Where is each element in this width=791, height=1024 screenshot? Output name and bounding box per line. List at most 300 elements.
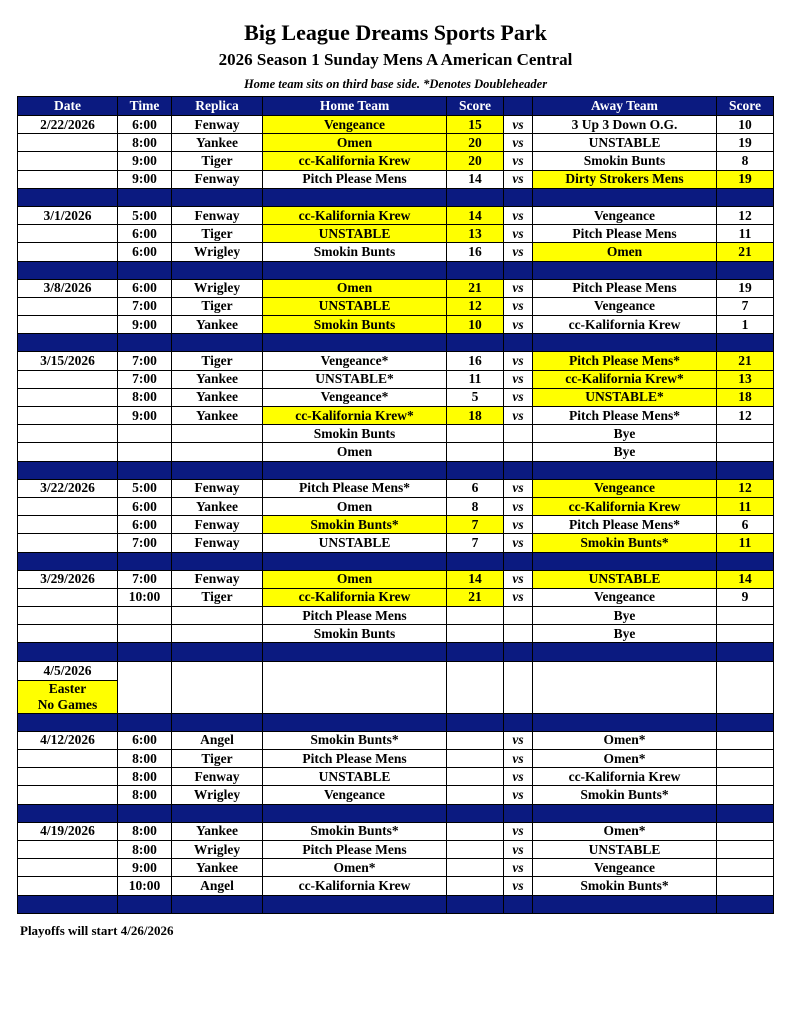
separator-cell: [18, 804, 118, 822]
away-score-cell: [717, 877, 774, 895]
vs-cell: vs: [504, 152, 533, 170]
home-team-cell: Smokin Bunts: [263, 316, 447, 334]
time-cell: 7:00: [118, 570, 172, 588]
away-score-cell: 18: [717, 388, 774, 406]
time-cell: 8:00: [118, 388, 172, 406]
separator-cell: [263, 461, 447, 479]
header-vs: [504, 97, 533, 116]
replica-cell: Yankee: [172, 822, 263, 840]
away-team-cell: Dirty Strokers Mens: [533, 170, 717, 188]
home-team-cell: Pitch Please Mens*: [263, 479, 447, 497]
time-cell: [118, 425, 172, 443]
vs-cell: vs: [504, 570, 533, 588]
vs-cell: vs: [504, 822, 533, 840]
home-team-cell: Pitch Please Mens: [263, 170, 447, 188]
separator-cell: [118, 188, 172, 206]
separator-cell: [717, 713, 774, 731]
replica-cell: Fenway: [172, 534, 263, 552]
time-cell: 9:00: [118, 859, 172, 877]
time-cell: 9:00: [118, 152, 172, 170]
vs-cell: vs: [504, 279, 533, 297]
date-cell: 3/8/2026: [18, 279, 118, 297]
separator-cell: [504, 895, 533, 913]
header-home-team: Home Team: [263, 97, 447, 116]
replica-cell: Wrigley: [172, 786, 263, 804]
home-team-cell: cc-Kalifornia Krew: [263, 206, 447, 224]
game-row: [18, 388, 774, 406]
separator-cell: [172, 188, 263, 206]
replica-cell: Tiger: [172, 352, 263, 370]
away-team-cell: Vengeance: [533, 297, 717, 315]
separator-cell: [447, 552, 504, 570]
time-cell: 8:00: [118, 786, 172, 804]
away-team-cell: UNSTABLE*: [533, 388, 717, 406]
away-score-cell: 19: [717, 134, 774, 152]
time-cell: 9:00: [118, 316, 172, 334]
away-team-cell: Pitch Please Mens*: [533, 352, 717, 370]
away-team-cell: Vengeance: [533, 859, 717, 877]
separator-cell: [172, 804, 263, 822]
game-row: [18, 859, 774, 877]
separator-cell: [533, 334, 717, 352]
away-team-cell: Bye: [533, 607, 717, 625]
home-team-cell: UNSTABLE: [263, 768, 447, 786]
time-cell: 10:00: [118, 588, 172, 606]
separator-cell: [504, 188, 533, 206]
separator-cell: [18, 261, 118, 279]
home-team-cell: UNSTABLE: [263, 534, 447, 552]
no-games-row: [18, 661, 774, 680]
game-row: [18, 822, 774, 840]
separator-cell: [504, 643, 533, 661]
home-score-cell: [447, 822, 504, 840]
date-cell: [18, 425, 118, 443]
game-row: [18, 516, 774, 534]
separator-cell: [533, 461, 717, 479]
vs-cell: vs: [504, 731, 533, 749]
date-cell: 4/5/2026: [18, 661, 118, 680]
vs-cell: vs: [504, 840, 533, 858]
empty-cell: [504, 661, 533, 713]
time-cell: 6:00: [118, 116, 172, 134]
time-cell: 9:00: [118, 170, 172, 188]
time-cell: 7:00: [118, 297, 172, 315]
home-score-cell: [447, 607, 504, 625]
home-score-cell: 6: [447, 479, 504, 497]
home-team-cell: UNSTABLE: [263, 225, 447, 243]
away-team-cell: Smokin Bunts*: [533, 877, 717, 895]
game-row: [18, 607, 774, 625]
separator-cell: [447, 261, 504, 279]
replica-cell: Yankee: [172, 407, 263, 425]
replica-cell: Wrigley: [172, 243, 263, 261]
date-cell: 3/29/2026: [18, 570, 118, 588]
home-score-cell: [447, 443, 504, 461]
vs-cell: vs: [504, 479, 533, 497]
time-cell: 5:00: [118, 206, 172, 224]
away-team-cell: UNSTABLE: [533, 134, 717, 152]
separator-cell: [717, 804, 774, 822]
home-team-cell: Smokin Bunts*: [263, 822, 447, 840]
separator-cell: [263, 713, 447, 731]
date-cell: 4/19/2026: [18, 822, 118, 840]
separator-cell: [118, 804, 172, 822]
separator-cell: [172, 461, 263, 479]
header-row: [18, 97, 774, 116]
home-team-cell: UNSTABLE: [263, 297, 447, 315]
away-score-cell: [717, 731, 774, 749]
no-games-note: [18, 680, 118, 713]
empty-cell: [447, 661, 504, 713]
away-team-cell: Vengeance: [533, 206, 717, 224]
home-score-cell: [447, 425, 504, 443]
vs-cell: [504, 425, 533, 443]
vs-cell: vs: [504, 116, 533, 134]
replica-cell: Tiger: [172, 225, 263, 243]
away-score-cell: 19: [717, 170, 774, 188]
schedule-table: [17, 96, 774, 914]
vs-cell: vs: [504, 388, 533, 406]
separator-cell: [533, 261, 717, 279]
replica-cell: [172, 625, 263, 643]
date-cell: [18, 750, 118, 768]
page-subtitle: 2026 Season 1 Sunday Mens A American Central: [218, 50, 573, 69]
away-score-cell: 7: [717, 297, 774, 315]
separator-cell: [263, 895, 447, 913]
playoffs-note: Playoffs will start 4/26/2026: [20, 923, 174, 938]
separator-cell: [18, 188, 118, 206]
separator-cell: [263, 552, 447, 570]
time-cell: 6:00: [118, 516, 172, 534]
vs-cell: vs: [504, 750, 533, 768]
away-score-cell: 12: [717, 479, 774, 497]
away-team-cell: Smokin Bunts*: [533, 786, 717, 804]
separator-cell: [504, 713, 533, 731]
vs-cell: vs: [504, 225, 533, 243]
away-score-cell: 14: [717, 570, 774, 588]
home-team-cell: cc-Kalifornia Krew: [263, 152, 447, 170]
vs-cell: [504, 443, 533, 461]
header-home-score: Score: [447, 97, 504, 116]
separator-cell: [172, 261, 263, 279]
week-separator: [18, 334, 774, 352]
home-score-cell: 21: [447, 588, 504, 606]
home-score-cell: 18: [447, 407, 504, 425]
week-separator: [18, 713, 774, 731]
time-cell: 6:00: [118, 497, 172, 515]
home-score-cell: [447, 768, 504, 786]
home-score-cell: [447, 877, 504, 895]
separator-cell: [533, 552, 717, 570]
date-cell: [18, 243, 118, 261]
separator-cell: [172, 643, 263, 661]
away-team-cell: Pitch Please Mens: [533, 225, 717, 243]
date-cell: [18, 316, 118, 334]
time-cell: 8:00: [118, 134, 172, 152]
home-team-cell: Omen: [263, 443, 447, 461]
time-cell: 7:00: [118, 534, 172, 552]
home-team-cell: Omen: [263, 497, 447, 515]
home-score-cell: 14: [447, 570, 504, 588]
replica-cell: Yankee: [172, 388, 263, 406]
separator-cell: [504, 261, 533, 279]
date-cell: [18, 840, 118, 858]
time-cell: 5:00: [118, 479, 172, 497]
away-score-cell: 12: [717, 407, 774, 425]
separator-cell: [18, 643, 118, 661]
away-score-cell: [717, 768, 774, 786]
game-row: [18, 443, 774, 461]
away-team-cell: Omen*: [533, 750, 717, 768]
home-score-cell: 14: [447, 170, 504, 188]
schedule-body: [18, 116, 774, 914]
header-replica: Replica: [172, 97, 263, 116]
vs-cell: [504, 625, 533, 643]
separator-cell: [717, 334, 774, 352]
header-date: Date: [18, 97, 118, 116]
home-team-cell: Vengeance: [263, 116, 447, 134]
away-score-cell: 12: [717, 206, 774, 224]
time-cell: [118, 625, 172, 643]
time-cell: 10:00: [118, 877, 172, 895]
home-score-cell: 13: [447, 225, 504, 243]
week-separator: [18, 643, 774, 661]
vs-cell: vs: [504, 352, 533, 370]
date-cell: 3/22/2026: [18, 479, 118, 497]
time-cell: [118, 607, 172, 625]
home-team-cell: UNSTABLE*: [263, 370, 447, 388]
separator-cell: [118, 713, 172, 731]
home-score-cell: 21: [447, 279, 504, 297]
game-row: [18, 407, 774, 425]
home-score-cell: 7: [447, 516, 504, 534]
game-row: [18, 370, 774, 388]
away-team-cell: Pitch Please Mens: [533, 279, 717, 297]
vs-cell: vs: [504, 534, 533, 552]
separator-cell: [533, 188, 717, 206]
home-score-cell: [447, 859, 504, 877]
vs-cell: vs: [504, 786, 533, 804]
home-team-cell: Omen: [263, 134, 447, 152]
home-score-cell: [447, 840, 504, 858]
home-score-cell: 8: [447, 497, 504, 515]
date-cell: 3/1/2026: [18, 206, 118, 224]
game-row: [18, 297, 774, 315]
replica-cell: Yankee: [172, 370, 263, 388]
away-team-cell: cc-Kalifornia Krew*: [533, 370, 717, 388]
game-row: [18, 134, 774, 152]
game-row: [18, 170, 774, 188]
separator-cell: [504, 461, 533, 479]
replica-cell: Fenway: [172, 170, 263, 188]
game-row: [18, 316, 774, 334]
home-team-cell: cc-Kalifornia Krew: [263, 588, 447, 606]
separator-cell: [533, 643, 717, 661]
date-cell: 3/15/2026: [18, 352, 118, 370]
home-team-cell: Smokin Bunts*: [263, 731, 447, 749]
date-cell: [18, 534, 118, 552]
away-team-cell: Pitch Please Mens*: [533, 516, 717, 534]
away-team-cell: Bye: [533, 443, 717, 461]
away-score-cell: 19: [717, 279, 774, 297]
separator-cell: [118, 552, 172, 570]
away-score-cell: [717, 607, 774, 625]
home-score-cell: 5: [447, 388, 504, 406]
home-score-cell: 12: [447, 297, 504, 315]
date-cell: [18, 625, 118, 643]
game-row: [18, 206, 774, 224]
home-score-cell: 11: [447, 370, 504, 388]
replica-cell: Fenway: [172, 206, 263, 224]
empty-cell: [533, 661, 717, 713]
replica-cell: Wrigley: [172, 840, 263, 858]
separator-cell: [18, 713, 118, 731]
away-team-cell: cc-Kalifornia Krew: [533, 316, 717, 334]
away-team-cell: cc-Kalifornia Krew: [533, 497, 717, 515]
home-team-cell: Smokin Bunts: [263, 425, 447, 443]
away-score-cell: [717, 443, 774, 461]
replica-cell: Wrigley: [172, 279, 263, 297]
game-row: [18, 731, 774, 749]
separator-cell: [172, 713, 263, 731]
time-cell: 6:00: [118, 731, 172, 749]
separator-cell: [717, 461, 774, 479]
date-cell: [18, 859, 118, 877]
replica-cell: Fenway: [172, 516, 263, 534]
time-cell: 8:00: [118, 768, 172, 786]
away-score-cell: 6: [717, 516, 774, 534]
week-separator: [18, 804, 774, 822]
away-team-cell: cc-Kalifornia Krew: [533, 768, 717, 786]
vs-cell: vs: [504, 134, 533, 152]
away-team-cell: Omen*: [533, 731, 717, 749]
home-team-cell: Omen: [263, 570, 447, 588]
away-score-cell: 11: [717, 534, 774, 552]
time-cell: 9:00: [118, 407, 172, 425]
home-score-cell: 7: [447, 534, 504, 552]
time-cell: 8:00: [118, 822, 172, 840]
replica-cell: [172, 607, 263, 625]
away-score-cell: 11: [717, 225, 774, 243]
away-score-cell: [717, 859, 774, 877]
home-team-cell: Omen: [263, 279, 447, 297]
week-separator: [18, 895, 774, 913]
separator-cell: [18, 461, 118, 479]
separator-cell: [263, 188, 447, 206]
away-team-cell: Bye: [533, 625, 717, 643]
replica-cell: Tiger: [172, 152, 263, 170]
date-cell: [18, 497, 118, 515]
home-score-cell: 20: [447, 152, 504, 170]
away-score-cell: 21: [717, 352, 774, 370]
time-cell: [118, 443, 172, 461]
date-cell: [18, 768, 118, 786]
away-score-cell: 13: [717, 370, 774, 388]
home-score-cell: 14: [447, 206, 504, 224]
separator-cell: [717, 261, 774, 279]
home-score-cell: 15: [447, 116, 504, 134]
game-row: [18, 497, 774, 515]
vs-cell: vs: [504, 516, 533, 534]
separator-cell: [18, 895, 118, 913]
header-time: Time: [118, 97, 172, 116]
away-score-cell: 9: [717, 588, 774, 606]
separator-cell: [172, 552, 263, 570]
replica-cell: Yankee: [172, 859, 263, 877]
game-row: [18, 588, 774, 606]
time-cell: 7:00: [118, 370, 172, 388]
game-row: [18, 840, 774, 858]
replica-cell: Fenway: [172, 116, 263, 134]
replica-cell: Angel: [172, 731, 263, 749]
replica-cell: [172, 425, 263, 443]
home-team-cell: Vengeance: [263, 786, 447, 804]
replica-cell: Fenway: [172, 768, 263, 786]
game-row: [18, 750, 774, 768]
vs-cell: [504, 607, 533, 625]
empty-cell: [118, 661, 172, 713]
date-cell: [18, 443, 118, 461]
home-score-cell: [447, 731, 504, 749]
separator-cell: [447, 643, 504, 661]
separator-cell: [118, 461, 172, 479]
date-cell: 2/22/2026: [18, 116, 118, 134]
week-separator: [18, 552, 774, 570]
vs-cell: vs: [504, 297, 533, 315]
game-row: [18, 534, 774, 552]
separator-cell: [18, 552, 118, 570]
home-team-cell: Smokin Bunts: [263, 625, 447, 643]
game-row: [18, 152, 774, 170]
date-cell: [18, 225, 118, 243]
replica-cell: Yankee: [172, 134, 263, 152]
separator-cell: [118, 895, 172, 913]
separator-cell: [717, 552, 774, 570]
home-score-cell: 16: [447, 352, 504, 370]
away-team-cell: Omen*: [533, 822, 717, 840]
date-cell: [18, 170, 118, 188]
replica-cell: Fenway: [172, 570, 263, 588]
separator-cell: [447, 461, 504, 479]
separator-cell: [263, 261, 447, 279]
home-team-cell: cc-Kalifornia Krew: [263, 877, 447, 895]
replica-cell: Angel: [172, 877, 263, 895]
replica-cell: Yankee: [172, 497, 263, 515]
home-score-cell: [447, 750, 504, 768]
date-cell: [18, 516, 118, 534]
away-score-cell: 11: [717, 497, 774, 515]
away-team-cell: Smokin Bunts: [533, 152, 717, 170]
away-score-cell: [717, 840, 774, 858]
separator-cell: [263, 334, 447, 352]
home-score-cell: 16: [447, 243, 504, 261]
away-team-cell: Pitch Please Mens*: [533, 407, 717, 425]
game-row: [18, 877, 774, 895]
date-cell: [18, 877, 118, 895]
separator-cell: [447, 334, 504, 352]
vs-cell: vs: [504, 859, 533, 877]
separator-cell: [172, 895, 263, 913]
vs-cell: vs: [504, 407, 533, 425]
vs-cell: vs: [504, 243, 533, 261]
date-cell: [18, 134, 118, 152]
away-score-cell: [717, 750, 774, 768]
vs-cell: vs: [504, 370, 533, 388]
replica-cell: Tiger: [172, 588, 263, 606]
vs-cell: vs: [504, 877, 533, 895]
date-cell: [18, 407, 118, 425]
empty-cell: [717, 661, 774, 713]
